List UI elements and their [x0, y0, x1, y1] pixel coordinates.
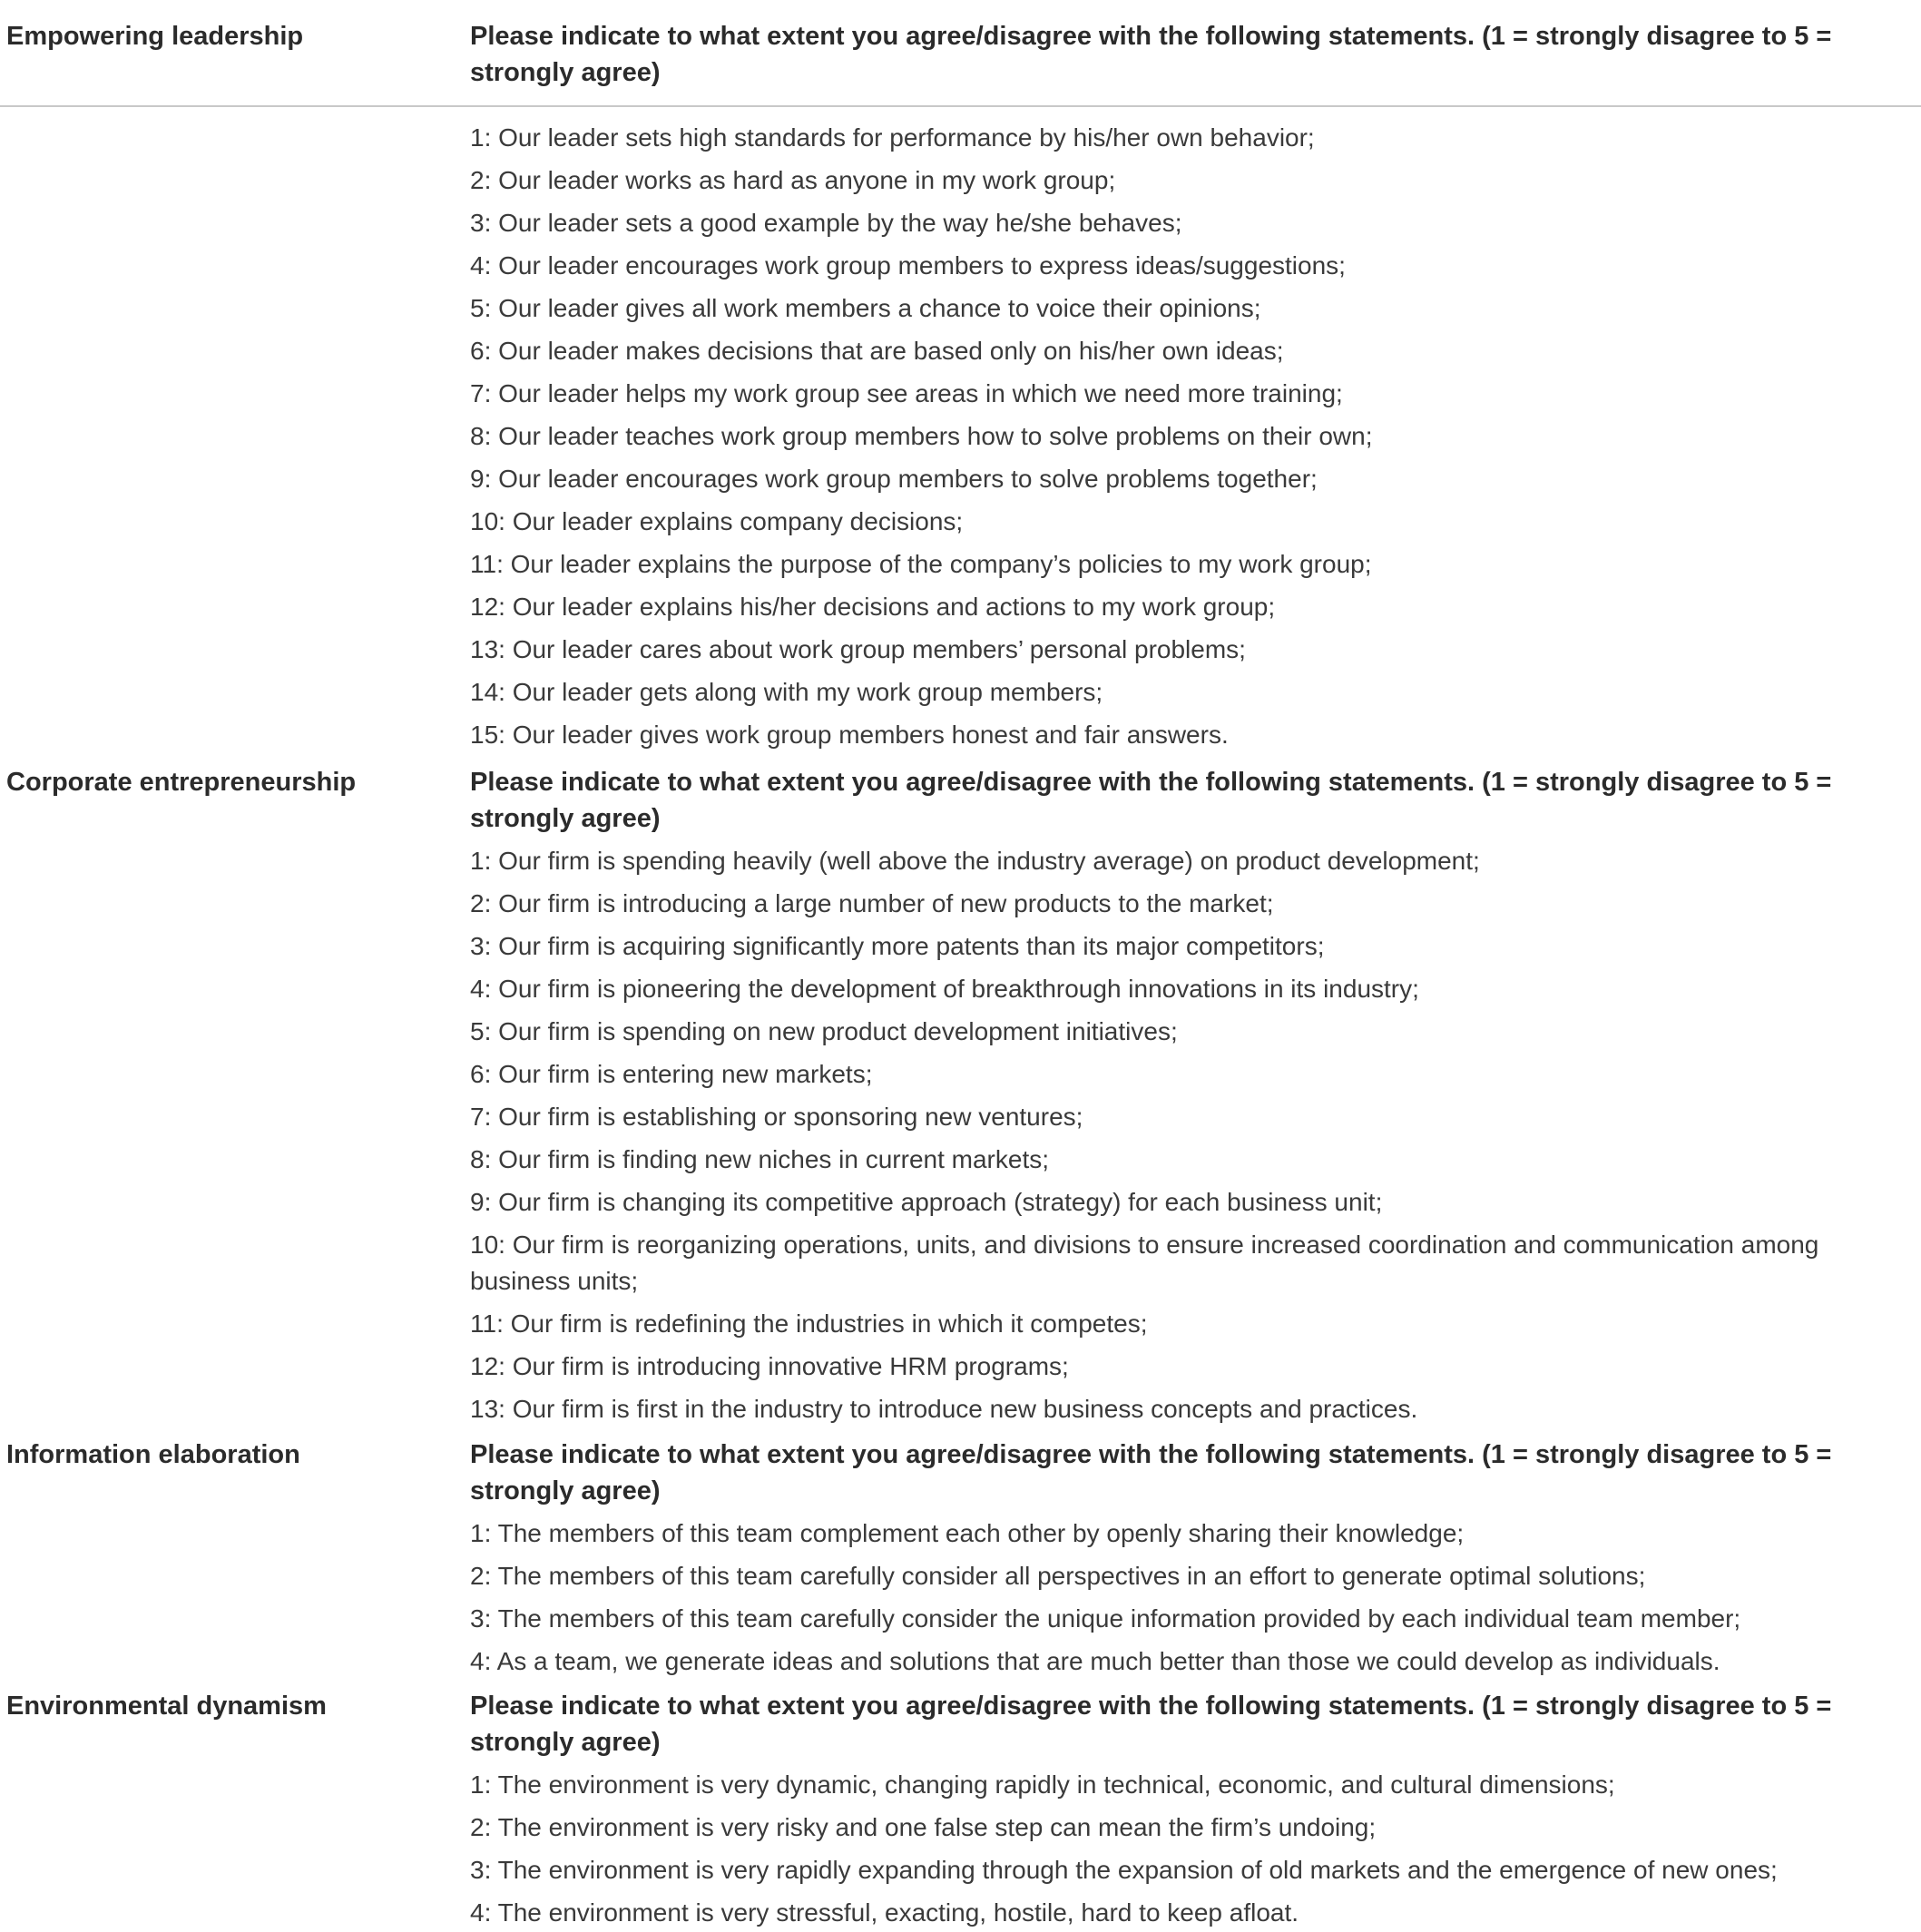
list-item: 3: Our firm is acquiring significantly more patents than its major competitors;: [470, 932, 1325, 960]
list-item: 3: The environment is very rapidly expanding through the expansion of old markets and the emergence of new ones;: [470, 1856, 1778, 1884]
list-item: 6: Our leader makes decisions that are based only on his/her own ideas;: [470, 337, 1284, 365]
prompt-environmental-dynamism: Please indicate to what extent you agree/disagree with the following statements. (1 = strongly disagree to 5 = strongly agree): [470, 1692, 1832, 1757]
construct-label-empowering-leadership: Empowering leadership: [6, 22, 304, 51]
list-item: 1: Our leader sets high standards for performance by his/her own behavior;: [470, 123, 1315, 152]
section-corporate-entrepreneurship: [470, 764, 1886, 1427]
list-item: 4: Our leader encourages work group members to express ideas/suggestions;: [470, 251, 1346, 280]
list-item: 5: Our leader gives all work members a chance to voice their opinions;: [470, 294, 1261, 322]
list-item: 8: Our leader teaches work group members how to solve problems on their own;: [470, 422, 1373, 450]
list-item: 3: The members of this team carefully consider the unique information provided by each individual team member;: [470, 1604, 1741, 1633]
list-item: 9: Our firm is changing its competitive approach (strategy) for each business unit;: [470, 1188, 1383, 1216]
list-item: 12: Our firm is introducing innovative HRM programs;: [470, 1352, 1069, 1380]
list-item: 4: Our firm is pioneering the development of breakthrough innovations in its industry;: [470, 975, 1419, 1003]
list-item: 10: Our leader explains company decisions;: [470, 507, 964, 535]
prompt-information-elaboration: Please indicate to what extent you agree/disagree with the following statements. (1 = strongly disagree to 5 = strongly agree): [470, 1440, 1832, 1505]
list-item: 11: Our firm is redefining the industries in which it competes;: [470, 1309, 1148, 1338]
list-item: 1: The members of this team complement each other by openly sharing their knowledge;: [470, 1519, 1465, 1547]
list-item: 4: As a team, we generate ideas and solutions that are much better than those we could develop as individuals.: [470, 1647, 1720, 1675]
table-header-row: [0, 0, 1921, 107]
list-item: 2: The environment is very risky and one false step can mean the firm’s undoing;: [470, 1813, 1377, 1841]
items-empowering-leadership: [470, 120, 1886, 753]
list-item: 1: Our firm is spending heavily (well above the industry average) on product development;: [470, 847, 1480, 875]
list-item: 11: Our leader explains the purpose of the company’s policies to my work group;: [470, 550, 1372, 578]
construct-label-corporate-entrepreneurship: Corporate entrepreneurship: [6, 768, 357, 797]
list-item: 3: Our leader sets a good example by the way he/she behaves;: [470, 209, 1182, 237]
list-item: 13: Our leader cares about work group members’ personal problems;: [470, 635, 1246, 663]
list-item: 2: Our leader works as hard as anyone in my work group;: [470, 166, 1116, 194]
list-item: 12: Our leader explains his/her decisions and actions to my work group;: [470, 593, 1276, 621]
prompt-corporate-entrepreneurship: Please indicate to what extent you agree/disagree with the following statements. (1 = strongly disagree to 5 = strongly agree): [470, 768, 1832, 833]
list-item: 2: Our firm is introducing a large number of new products to the market;: [470, 889, 1274, 917]
list-item: 2: The members of this team carefully consider all perspectives in an effort to generate optimal solutions;: [470, 1562, 1646, 1590]
list-item: 9: Our leader encourages work group members to solve problems together;: [470, 465, 1318, 493]
list-item: 15: Our leader gives work group members honest and fair answers.: [470, 721, 1229, 749]
list-item: 5: Our firm is spending on new product development initiatives;: [470, 1017, 1178, 1045]
list-item: 7: Our leader helps my work group see areas in which we need more training;: [470, 379, 1343, 407]
list-item: 4: The environment is very stressful, exacting, hostile, hard to keep afloat.: [470, 1898, 1299, 1927]
construct-label-environmental-dynamism: Environmental dynamism: [6, 1692, 327, 1721]
list-item: 10: Our firm is reorganizing operations, units, and divisions to ensure increased coordination and communication among business units;: [470, 1231, 1819, 1295]
list-item: 14: Our leader gets along with my work group members;: [470, 678, 1103, 706]
list-item: 13: Our firm is first in the industry to introduce new business concepts and practices.: [470, 1395, 1418, 1423]
section-environmental-dynamism: [470, 1688, 1886, 1931]
construct-label-information-elaboration: Information elaboration: [6, 1440, 300, 1469]
section-information-elaboration: [470, 1437, 1886, 1680]
list-item: 8: Our firm is finding new niches in current markets;: [470, 1145, 1050, 1173]
list-item: 1: The environment is very dynamic, changing rapidly in technical, economic, and cultural dimensions;: [470, 1770, 1615, 1799]
prompt-empowering-leadership: Please indicate to what extent you agree/disagree with the following statements. (1 = strongly disagree to 5 = strongly agree): [470, 22, 1832, 87]
list-item: 6: Our firm is entering new markets;: [470, 1060, 873, 1088]
list-item: 7: Our firm is establishing or sponsoring new ventures;: [470, 1103, 1083, 1131]
